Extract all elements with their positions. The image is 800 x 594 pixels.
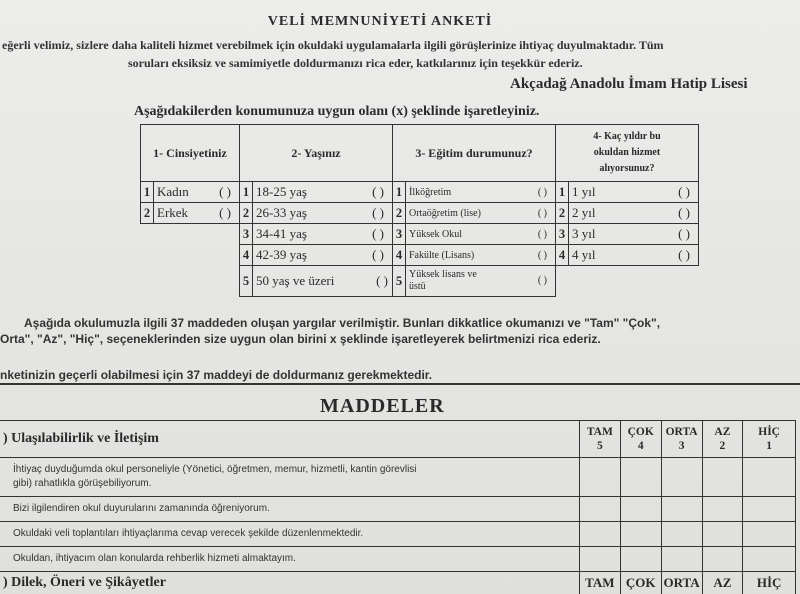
answer-cell[interactable] (702, 547, 743, 572)
answer-cell[interactable] (661, 547, 702, 572)
note-line-1: Aşağıda okulumuzla ilgili 37 maddeden oluşan yargılar verilmiştir. Bunları dikkatlice okumanızı ve "Tam" "Çok", (24, 316, 661, 330)
answer-cell[interactable] (743, 547, 796, 572)
education-option-4[interactable]: Fakülte (Lisans) ( ) (406, 245, 556, 266)
question-1: İhtiyaç duyduğumda okul personeliyle (Yönetici, öğretmen, memur, hizmetli, kantin görevlisi gibi) rahatlıkla görüşebiliyorum. (0, 458, 579, 497)
answer-cell[interactable] (702, 458, 743, 497)
education-option-1[interactable]: İlköğretim ( ) (406, 182, 556, 203)
gender-option-kadin[interactable]: Kadın ( ) (154, 182, 240, 203)
gender-option-erkek[interactable]: Erkek ( ) (154, 203, 240, 224)
answer-cell[interactable] (661, 497, 702, 522)
table-row (0, 458, 796, 497)
rating-header-orta-2: ORTA (661, 572, 702, 594)
question-4: Okuldan, ihtiyacım olan konularda rehberlik hizmeti almaktayım. (0, 547, 579, 572)
section-header-row (0, 421, 796, 458)
answer-cell[interactable] (620, 547, 661, 572)
intro-line-1: eğerli velimiz, sizlere daha kaliteli hizmet verebilmek için okuldaki uygulamalarla ilgili görüşlerinize ihtiyaç duyulmaktadır. Tüm (2, 38, 664, 52)
answer-cell[interactable] (620, 458, 661, 497)
answer-cell[interactable] (702, 497, 743, 522)
question-3: Okuldaki veli toplantıları ihtiyaçlarıma cevap verecek şekilde düzenlenmektedir. (0, 522, 579, 547)
years-option-3[interactable]: 3 yıl ( ) (569, 224, 699, 245)
table-row (0, 497, 796, 522)
age-option-3[interactable]: 34-41 yaş ( ) (253, 224, 393, 245)
answer-cell[interactable] (579, 522, 620, 547)
section-header-row (0, 572, 796, 594)
demo-row: 3 34-41 yaş ( ) 3 Yüksek Okul ( ) 3 3 yıl ( ) (141, 224, 699, 245)
rating-header-cok-2: ÇOK (620, 572, 661, 594)
rating-header-cok: ÇOK 4 (620, 421, 661, 458)
table-row (0, 547, 796, 572)
demographics-table (140, 124, 699, 297)
age-option-2[interactable]: 26-33 yaş ( ) (253, 203, 393, 224)
education-option-5[interactable]: ( ) Yüksek lisans ve üstü (406, 266, 556, 297)
answer-cell[interactable] (579, 497, 620, 522)
years-header: 4- Kaç yıldır bu okuldan hizmet alıyorsunuz? (556, 125, 699, 182)
items-title: MADDELER (320, 395, 445, 417)
age-option-4[interactable]: 42-39 yaş ( ) (253, 245, 393, 266)
rating-header-hic: HİÇ 1 (743, 421, 796, 458)
school-name: Akçadağ Anadolu İmam Hatip Lisesi (510, 76, 748, 92)
rating-header-orta: ORTA 3 (661, 421, 702, 458)
age-header: 2- Yaşınız (240, 125, 393, 182)
age-option-1[interactable]: 18-25 yaş ( ) (253, 182, 393, 203)
note-line-3: nketinizin geçerli olabilmesi için 37 maddeyi de doldurmanız gerekmektedir. (0, 368, 433, 382)
answer-cell[interactable] (620, 497, 661, 522)
demo-row: 5 50 yaş ve üzeri ( ) 5 ( ) Yüksek lisans ve üstü (141, 266, 699, 297)
rating-header-hic-2: HİÇ (743, 572, 796, 594)
answer-cell[interactable] (661, 522, 702, 547)
items-table (0, 420, 796, 594)
age-option-5[interactable]: 50 yaş ve üzeri ( ) (253, 266, 393, 297)
rating-header-tam: TAM 5 (579, 421, 620, 458)
answer-cell[interactable] (579, 547, 620, 572)
table-row (0, 522, 796, 547)
answer-cell[interactable] (743, 458, 796, 497)
gender-header: 1- Cinsiyetiniz (141, 125, 240, 182)
answer-cell[interactable] (743, 497, 796, 522)
intro-line-2: soruları eksiksiz ve samimiyetle doldurmanızı rica eder, katkılarınız için teşekkür ederiz. (128, 56, 583, 70)
section-title-2: ) Dilek, Öneri ve Şikâyetler (0, 572, 579, 594)
answer-cell[interactable] (743, 522, 796, 547)
answer-cell[interactable] (579, 458, 620, 497)
section-title: ) Ulaşılabilirlik ve İletişim (0, 421, 579, 458)
education-option-3[interactable]: Yüksek Okul ( ) (406, 224, 556, 245)
demo-row: 4 42-39 yaş ( ) 4 Fakülte (Lisans) ( ) 4 4 yıl ( ) (141, 245, 699, 266)
education-option-2[interactable]: Ortaöğretim (lise) ( ) (406, 203, 556, 224)
demo-row: 2 Erkek ( ) 2 26-33 yaş ( ) 2 Ortaöğretim (lise) ( ) 2 2 yıl ( ) (141, 203, 699, 224)
question-2: Bizi ilgilendiren okul duyurularını zamanında öğreniyorum. (0, 497, 579, 522)
instruction: Aşağıdakilerden konumunuza uygun olanı (x) şeklinde işaretleyiniz. (134, 104, 540, 119)
survey-title: VELİ MEMNUNİYETİ ANKETİ (267, 14, 493, 29)
education-header: 3- Eğitim durumunuz? (393, 125, 556, 182)
rating-header-az-2: AZ (702, 572, 743, 594)
answer-cell[interactable] (661, 458, 702, 497)
years-option-1[interactable]: 1 yıl ( ) (569, 182, 699, 203)
answer-cell[interactable] (702, 522, 743, 547)
note-line-2: Orta", "Az", "Hiç", seçeneklerinden size uygun olan birini x şeklinde işaretleyerek belirtmenizi rica ederiz. (0, 332, 601, 346)
rating-header-tam-2: TAM (579, 572, 620, 594)
demo-row: 1 Kadın ( ) 1 18-25 yaş ( ) 1 İlköğretim ( ) 1 1 yıl ( ) (141, 182, 699, 203)
answer-cell[interactable] (620, 522, 661, 547)
years-option-2[interactable]: 2 yıl ( ) (569, 203, 699, 224)
years-option-4[interactable]: 4 yıl ( ) (569, 245, 699, 266)
divider (0, 383, 800, 385)
rating-header-az: AZ 2 (702, 421, 743, 458)
